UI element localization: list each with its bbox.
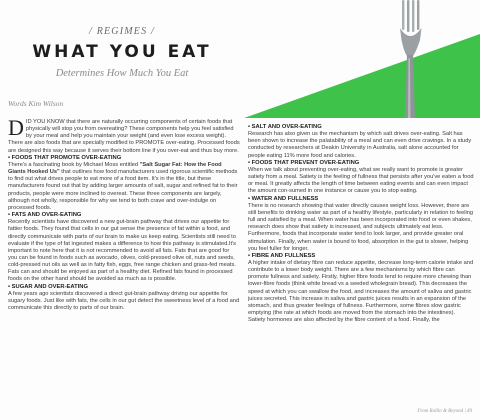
paragraph-prevent: When we talk about preventing over-eating, what we really want to promote is greater satiety from a meal. Satiety is the feeling of fullness that persists after you've eaten a food or meal. It greatly affects the length of time between eating events and can even impact the amount con-sumed in one instance or cause you to stop eating. [248,166,474,195]
heading-prevent-overeating: • FOODS THAT PREVENT OVER-EATING [248,159,360,166]
processed-text-end: that outlines how food manufacturers used rigorous scientific methods to find out what drives people to eat more of a food item. It's in the title, but these manufacturers found out that by adding larger amounts of salt, sugar and refined fat to their products, people were more inclined to overeat. These three components are largely, although not wholly, responsible for why we tend to both crave and over-indulge on processed foods. [8,169,238,211]
paragraph-salt: Research has also given us the mechanism by which salt drives over-eating. Salt has been shown to increase the palatability of a meal and can even drive cravings. In a study conducted by researchers at Deakin University in Australia, salt alone accounted for people eating 11% more food and calories. [248,131,472,159]
book-title: "Salt Sugar Fat: How the Food Giants Hooked Us" [8,161,222,176]
fork-artwork [244,0,480,118]
article-header [0,26,244,79]
paragraph-sugar: A few years ago scientists discovered a direct gut-brain pathway driving our appetite for sugary foods. Just like with fats, the cells in our gut detect the sweetness level of a food and communicate this directly to parts of our brain. [8,290,240,312]
heading-promote-overeating: • FOODS THAT PROMOTE OVER-EATING [8,154,122,161]
heading-salt: • SALT AND OVER-EATING [248,124,322,130]
heading-fats: • FATS AND OVER-EATING [8,212,82,219]
page-footer: From Rollin & Beyond | 49 [417,409,472,414]
heading-fibre: • FIBRE AND FULLNESS [248,252,316,259]
paragraph-fats: Recently scientists have discovered a new gut-brain pathway that drives our appetite for fattier foods. They found that cells in our gut sense the presence of fat within a food, and directly communicate with parts of our brain to make us keep eating. Scientists still need to evaluate if the type of fat ingested makes a difference to how this pathway is stimulated.It's important to note here that it is not recommended to avoid all fats. Fats that are good for you can be found in foods such as avocado, olives, cold-pressed olive oil, nuts and seeds, cold-pressed nut oils as well as in fatty fish, eggs, free range chicken and grass-fed meats. Fats can and should be enjoyed as part of a healthy diet. Refined fats found in processed foods on the other hand should be avoided as much as is possible. [8,219,236,283]
intro-paragraph [8,115,240,155]
left-column [8,115,240,312]
paragraph-processed [8,162,240,212]
processed-text-start: There's a fascinating book by Michael Moss entitled [8,161,140,168]
intro-text: ID YOU KNOW that there are naturally occurring components of certain foods that physically will stop you from overeating? These components help you feel satisfied by your meal and help you maintain your weight (and even lose excess weight). There are also foods that are specially modified to PROMOTE over-eating. Processed foods are designed this way because it serves their bottom line if you over-eat and thus buy more. [8,119,240,154]
byline: Words Kim Wilson [8,99,64,108]
paragraph-water: There is no research showing that water directly causes weight loss. However, there are still benefits to drinking water as part of a healthy lifestyle, particularly in relation to feeling full and satisfied by a meal. When water has been incorporated into food or even shakes, research does show that satiety is increased, and subjects ultimately eat less. Furthermore, foods that incorporate water tend to look larger, and provide greater oral stimulation. Finally, when water is bound to food, absorption in the gut is slower, helping you feel fuller for longer. [248,202,474,252]
drop-cap: D [8,115,24,140]
heading-water: • WATER AND FULLNESS [248,195,319,202]
section-label: / REGIMES / [89,26,155,37]
paragraph-fibre: A higher intake of dietary fibre can reduce appetite, decrease long-term calorie intake and contribute to a lower body weight. There are a few mechanisms by which fibre can promote fullness and satiety. Firstly, higher fibre foods tend to require more chewing than lower-fibre foods (think white bread vs a seeded wholegrain bread). This decreases the speed at which you can swallow the food, and increases the amount of saliva and gastric juices secreted. This increase in saliva and gastric juices results in an expansion of the stomach, and thus greater feelings of fullness. Furthermore, some fibres slow gastric emptying (the rate at which foods are moved from the stomach into the intestines). Satiety hormones are also affected by the fibre content of a food. Finally, the [248,259,474,324]
right-column [248,124,474,324]
heading-sugar: • SUGAR AND OVER-EATING [8,283,88,290]
page-title: WHAT YOU EAT [32,42,212,62]
page-subtitle: Determines How Much You Eat [55,68,189,79]
